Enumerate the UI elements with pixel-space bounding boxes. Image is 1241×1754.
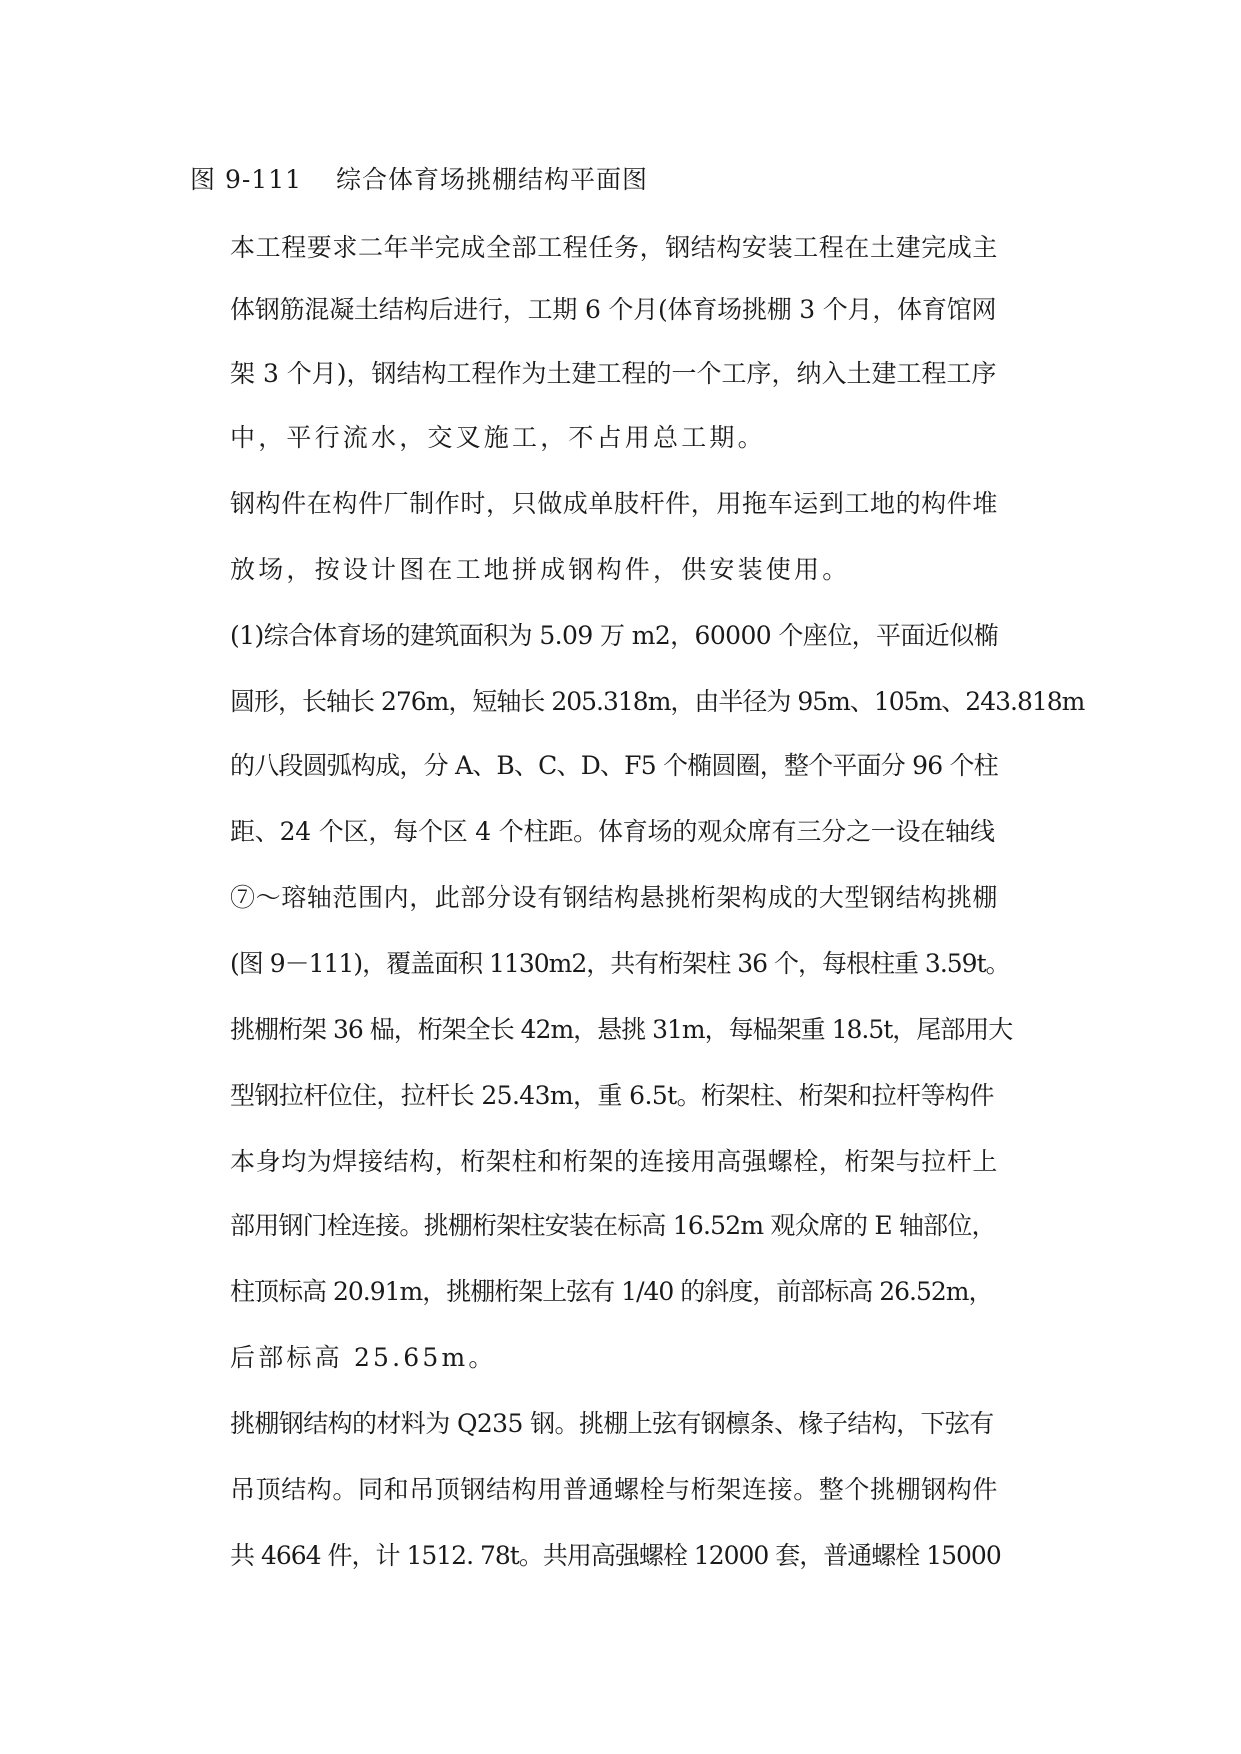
text-line: 的八段圆弧构成，分 A、B、C、D、F5 个椭圆圈，整个平面分 96 个柱 [230,751,998,780]
text-line: 挑棚钢结构的材料为 Q235 钢。挑棚上弦有钢檩条、椽子结构，下弦有 [230,1409,994,1438]
text-line: 距、24 个区，每个区 4 个柱距。体育场的观众席有三分之一设在轴线 [230,817,995,846]
text-line: ⑦～瑢轴范围内，此部分设有钢结构悬挑桁架构成的大型钢结构挑棚 [230,883,999,912]
figure-title: 综合体育场挑棚结构平面图 [336,165,649,194]
text-line: 架 3 个月)，钢结构工程作为土建工程的一个工序，纳入土建工程工序 [230,359,997,388]
text-line: (1)综合体育场的建筑面积为 5.09 万 m2，60000 个座位，平面近似椭 [230,621,999,650]
text-line: 钢构件在构件厂制作时，只做成单肢杆件，用拖车运到工地的构件堆 [230,489,999,518]
text-line: 共 4664 件，计 1512. 78t。共用高强螺栓 12000 套，普通螺栓 15000 [230,1541,1001,1570]
text-line: 柱顶标高 20.91m，挑棚桁架上弦有 1/40 的斜度，前部标高 26.52m， [230,1277,993,1306]
text-line: 挑棚桁架 36 榀，桁架全长 42m，悬挑 31m，每榀架重 18.5t，尾部用大 [230,1015,1013,1044]
text-line: 放场，按设计图在工地拼成钢构件，供安装使用。 [230,555,851,584]
text-line: 体钢筋混凝土结构后进行，工期 6 个月(体育场挑棚 3 个月，体育馆网 [230,295,997,324]
text-line: 吊顶结构。同和吊顶钢结构用普通螺栓与桁架连接。整个挑棚钢构件 [230,1475,999,1504]
figure-caption [190,160,648,200]
text-line: 型钢拉杆位住，拉杆长 25.43m，重 6.5t。桁架柱、桁架和拉杆等构件 [230,1081,994,1110]
text-line: 本身均为焊接结构，桁架柱和桁架的连接用高强螺栓，桁架与拉杆上 [230,1147,999,1176]
text-line: (图 9－111)，覆盖面积 1130m2，共有桁架柱 36 个，每根柱重 3.59t。 [230,949,1010,978]
text-line: 本工程要求二年半完成全部工程任务，钢结构安装工程在土建完成主 [230,233,999,262]
figure-number: 图 9-111 [190,165,303,194]
text-line: 中，平行流水，交叉施工，不占用总工期。 [230,423,766,452]
text-line: 后部标高 25.65m。 [230,1343,497,1372]
text-line: 部用钢门栓连接。挑棚桁架柱安装在标高 16.52m 观众席的 E 轴部位， [230,1211,996,1240]
text-line: 圆形，长轴长 276m，短轴长 205.318m，由半径为 95m、105m、243.818m [230,687,1085,716]
